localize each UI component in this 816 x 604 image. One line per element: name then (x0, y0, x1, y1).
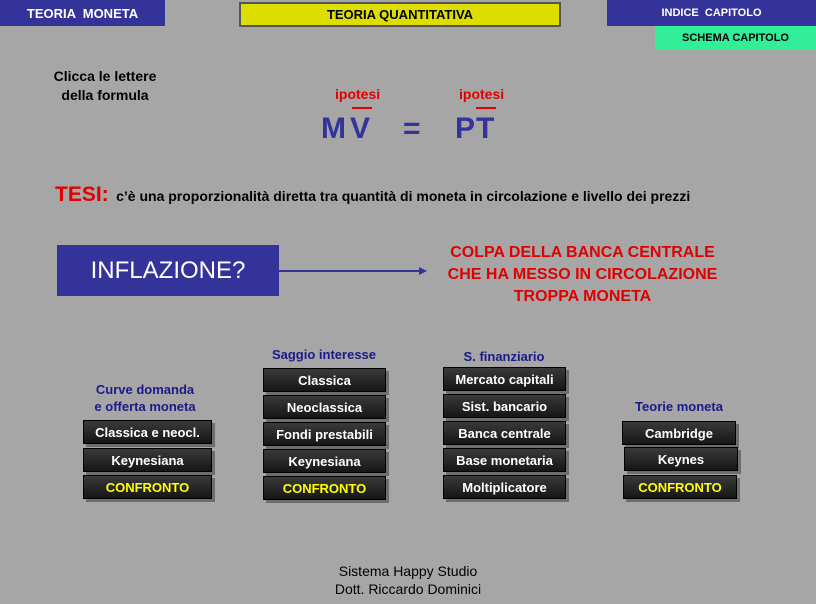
teorie-title: Teorie moneta (635, 399, 723, 414)
inflazione-answer-line-1: COLPA DELLA BANCA CENTRALE (450, 244, 715, 261)
indice-capitolo-button[interactable] (607, 0, 816, 26)
inflazione-button[interactable] (57, 245, 279, 296)
sfin-banca-centrale-button[interactable]: Banca centrale (443, 421, 566, 445)
tesi-label: TESI: (55, 183, 109, 206)
overline-t (476, 107, 496, 109)
footer-line-1: Sistema Happy Studio (338, 563, 478, 579)
tesi-row (55, 183, 690, 207)
saggio-classica-button[interactable]: Classica (263, 368, 386, 392)
instruction-text (40, 67, 170, 105)
inflazione-label: INFLAZIONE? (90, 256, 246, 284)
indice-capitolo-label: INDICE CAPITOLO (661, 7, 762, 19)
formula-equals: = (403, 112, 421, 145)
teorie-confronto-button[interactable]: CONFRONTO (623, 475, 737, 499)
schema-capitolo-label: SCHEMA CAPITOLO (682, 32, 789, 44)
sfin-title: S. finanziario (463, 349, 545, 364)
teorie-cambridge-button[interactable]: Cambridge (622, 421, 736, 445)
sfin-moltiplicatore-button[interactable]: Moltiplicatore (443, 475, 566, 499)
instruction-line-2: della formula (61, 87, 149, 103)
curve-title (80, 381, 210, 415)
tesi-text: c’è una proporzionalità diretta tra quantità di moneta in circolazione e livello dei prezzi (116, 188, 691, 204)
formula-letter-t[interactable]: T (476, 112, 495, 145)
curve-confronto-button[interactable]: CONFRONTO (83, 475, 212, 499)
footer-line-2: Dott. Riccardo Dominici (334, 581, 482, 597)
overline-v (352, 107, 372, 109)
sfin-base-monetaria-button[interactable]: Base monetaria (443, 448, 566, 472)
formula-letter-p[interactable]: P (455, 112, 476, 145)
formula-letter-v[interactable]: V (350, 112, 371, 145)
schema-capitolo-button[interactable] (655, 26, 816, 50)
teoria-quantitativa-title (239, 2, 561, 27)
saggio-confronto-button[interactable]: CONFRONTO (263, 476, 386, 500)
saggio-neoclassica-button[interactable]: Neoclassica (263, 395, 386, 419)
sfin-mercato-capitali-button[interactable]: Mercato capitali (443, 367, 566, 391)
inflazione-answer-line-2: CHE HA MESSO IN CIRCOLAZIONE (447, 266, 718, 283)
formula-letter-m[interactable]: M (321, 112, 346, 145)
inflazione-answer (420, 242, 745, 308)
sfin-sist-bancario-button[interactable]: Sist. bancario (443, 394, 566, 418)
saggio-fondi-prestabili-button[interactable]: Fondi prestabili (263, 422, 386, 446)
curve-keynesiana-button[interactable]: Keynesiana (83, 448, 212, 472)
curve-classica-button[interactable]: Classica e neocl. (83, 420, 212, 444)
ipotesi-left: ipotesi (335, 86, 381, 102)
teoria-quantitativa-label: TEORIA QUANTITATIVA (326, 7, 474, 22)
curve-title-line-1: Curve domanda (95, 382, 195, 397)
teoria-moneta-button[interactable] (0, 0, 165, 26)
footer (300, 562, 516, 598)
teorie-keynes-button[interactable]: Keynes (624, 447, 738, 471)
saggio-keynesiana-button[interactable]: Keynesiana (263, 449, 386, 473)
curve-title-line-2: e offerta moneta (94, 399, 196, 414)
inflazione-answer-line-3: TROPPA MONETA (513, 288, 652, 305)
teoria-moneta-label: TEORIA MONETA (26, 5, 139, 21)
instruction-line-1: Clicca le lettere (53, 68, 157, 84)
inflazione-arrow-icon (279, 265, 429, 277)
ipotesi-right: ipotesi (459, 86, 505, 102)
saggio-title: Saggio interesse (271, 347, 377, 362)
